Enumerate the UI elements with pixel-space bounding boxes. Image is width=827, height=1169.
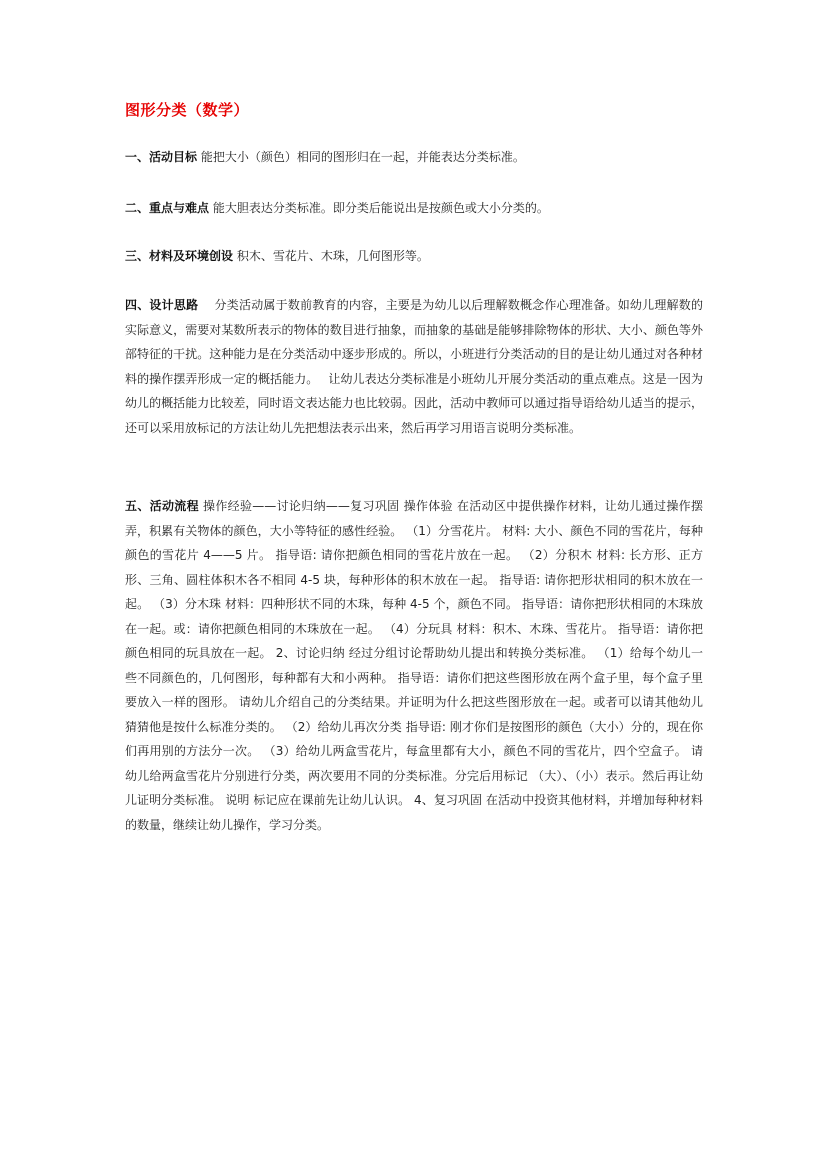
section-text: 操作经验——讨论归纳——复习巩固 操作体验 在活动区中提供操作材料，让幼儿通过操作摆弄，积累有关物体的颜色，大小等特征的感性经验。 （1）分雪花片。 材料: 大小、颜色不同的雪花片，每种颜色的雪花片 4——5 片。 指导语: 请你把颜色相同的雪花片放在一起。 （2）分积木 材料: 长方形、正方形、三角、圆柱体积木各不相同 4-5 块，每种形体的积木放在一起。 指导语: 请你把形状相同的积木放在一起。 （3）分木珠 材料：四种形状不同的木珠，每种 4-5 个，颜色不同。 指导语：请你把形状相同的木珠放在一起。或：请你把颜色相同的木珠放在一起。 （4）分玩具 材料：积木、木珠、雪花片。 指导语：请你把颜色相同的玩具放在一起。 2、讨论归纳 经过分组讨论帮助幼儿提出和转换分类标准。 （1）给每个幼儿一些不同颜色的，几何图形，每种都有大和小两种。 指导语：请你们把这些图形放在两个盒子里，每个盒子里要放入一样的图形。 请幼儿介绍自己的分类结果。并证明为什么把这些图形放在一起。或者可以请其他幼儿猜猜他是按什么标准分类的。 （2）给幼儿再次分类 指导语: 刚才你们是按图形的颜色（大小）分的，现在你们再用别的方法分一次。 （3）给幼儿两盒雪花片，每盒里都有大小，颜色不同的雪花片，四个空盒子。 请幼儿给两盒雪花片分别进行分类，两次要用不同的分类标准。分完后用标记 （大）、（小）表示。然后再让幼儿证明分类标准。 说明 标记应在课前先让幼儿认识。 4、复习巩固 在活动中投资其他材料，并增加每种材料的数量，继续让幼儿操作，学习分类。	[125, 499, 703, 832]
section-heading: 三、材料及环境创设	[125, 249, 234, 263]
section-activity-goals	[125, 145, 703, 170]
section-heading: 四、设计思路	[125, 298, 199, 312]
section-design-ideas	[125, 293, 703, 440]
section-heading: 二、重点与难点	[125, 201, 210, 215]
section-text: 能大胆表达分类标准。即分类后能说出是按颜色或大小分类的。	[209, 201, 549, 215]
section-activity-flow	[125, 494, 703, 837]
section-key-points	[125, 196, 703, 221]
section-heading: 一、活动目标	[125, 150, 198, 164]
section-text: 积木、雪花片、木珠，几何图形等。	[233, 249, 429, 263]
section-text: 分类活动属于数前教育的内容，主要是为幼儿以后理解数概念作心理准备。如幼儿理解数的实际意义，需要对某数所表示的物体的数目进行抽象，而抽象的基础是能够排除物体的形状、大小、颜色等外部特征的干扰。这种能力是在分类活动中逐步形成的。所以，小班进行分类活动的目的是让幼儿通过对各种材料的操作摆弄形成一定的概括能力。 让幼儿表达分类标准是小班幼儿开展分类活动的重点难点。这是一因为幼儿的概括能力比较差，同时语文表达能力也比较弱。因此，活动中教师可以通过指导语给幼儿适当的提示，还可以采用放标记的方法让幼儿先把想法表示出来，然后再学习用语言说明分类标准。	[125, 298, 703, 435]
section-materials	[125, 244, 703, 269]
document-title: 图形分类（数学）	[125, 101, 250, 119]
section-text: 能把大小（颜色）相同的图形归在一起，并能表达分类标准。	[197, 150, 525, 164]
section-heading: 五、活动流程	[125, 499, 199, 513]
